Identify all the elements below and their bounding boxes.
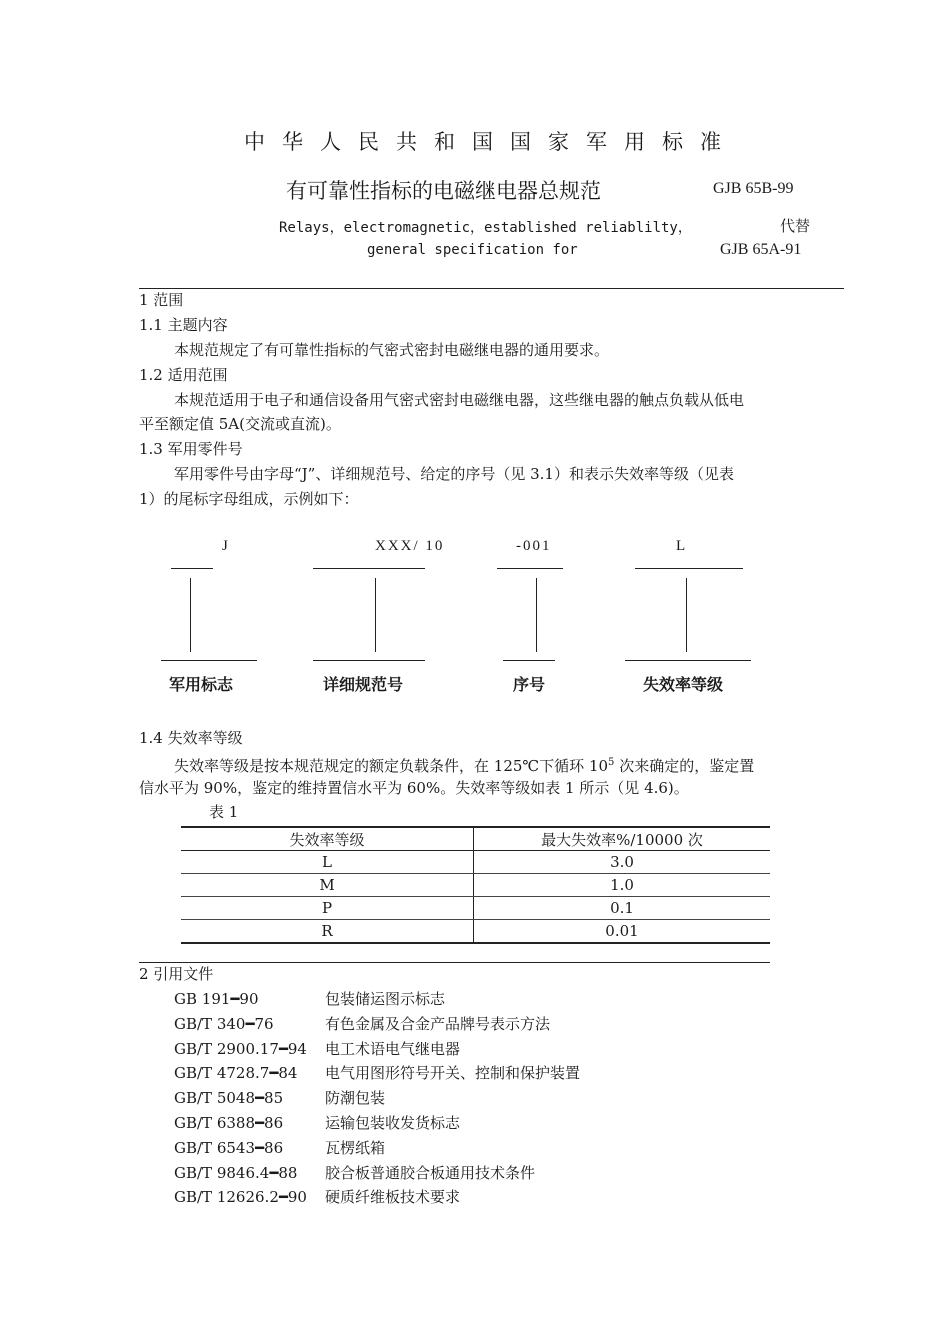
diagram-top-spec: XXX/ 10	[375, 538, 445, 554]
reference-name: 瓦楞纸箱	[325, 1139, 386, 1157]
reference-code: GB/T 9846.4━88	[174, 1164, 298, 1182]
table-row	[181, 874, 770, 897]
table-cell-rate: 0.1	[474, 897, 771, 920]
english-title-line1: Relays，electromagnetic，established reliablilty，	[279, 220, 692, 236]
document-code: GJB 65B-99	[713, 180, 794, 197]
section-1-4-text-line1-a: 失效率等级是按本规范规定的额定负载条件，在 125℃下循环 10	[174, 757, 609, 775]
section-1-4-heading: 1.4 失效率等级	[139, 729, 243, 747]
reference-name: 包装储运图示标志	[325, 990, 446, 1008]
diagram-lower-line-3	[503, 660, 555, 661]
diagram-label-military-mark: 军用标志	[169, 675, 234, 694]
diagram-label-detail-spec: 详细规范号	[323, 675, 404, 694]
section-1-3-text-line1: 军用零件号由字母“J”、详细规范号、给定的序号（见 3.1）和表示失效率等级（见表	[174, 465, 734, 483]
section-divider	[139, 962, 770, 963]
reference-name: 硬质纤维板技术要求	[325, 1188, 461, 1206]
diagram-upper-line-3	[497, 568, 563, 569]
section-1-4-text-line1-b: 次来确定的，鉴定置	[614, 757, 755, 775]
section-1-3-heading: 1.3 军用零件号	[139, 440, 243, 458]
section-2-heading: 2 引用文件	[139, 965, 214, 983]
failure-rate-table	[181, 826, 770, 944]
table-row	[181, 920, 770, 944]
reference-code: GB/T 12626.2━90	[174, 1188, 307, 1206]
reference-code: GB/T 6388━86	[174, 1114, 284, 1132]
diagram-upper-line-4	[635, 568, 743, 569]
diagram-upper-line-1	[171, 568, 213, 569]
reference-name: 运输包装收发货标志	[325, 1114, 461, 1132]
section-1-2-text-line1: 本规范适用于电子和通信设备用气密式密封电磁继电器，这些继电器的触点负载从低电	[174, 391, 745, 409]
section-1-1-heading: 1.1 主题内容	[139, 316, 228, 334]
section-1-4-text-line1	[174, 751, 754, 778]
reference-name: 电气用图形符号开关、控制和保护装置	[325, 1064, 581, 1082]
table-header-max-rate: 最大失效率%/10000 次	[474, 827, 771, 851]
reference-code: GB/T 5048━85	[174, 1089, 284, 1107]
header-divider	[139, 288, 844, 289]
reference-code: GB/T 340━76	[174, 1015, 274, 1033]
section-1-heading: 1 范围	[139, 291, 184, 309]
diagram-stem-4	[686, 578, 687, 652]
diagram-top-serial: -001	[516, 538, 552, 554]
diagram-lower-line-4	[625, 660, 751, 661]
table-cell-level: M	[181, 874, 474, 897]
diagram-top-rate: L	[676, 538, 688, 554]
diagram-lower-line-1	[161, 660, 257, 661]
reference-name: 防潮包装	[325, 1089, 386, 1107]
reference-name: 电工术语电气继电器	[325, 1040, 461, 1058]
table-header-level: 失效率等级	[181, 827, 474, 851]
section-1-1-text: 本规范规定了有可靠性指标的气密式密封电磁继电器的通用要求。	[174, 341, 610, 359]
replaces-code: GJB 65A-91	[720, 241, 802, 258]
replaces-label: 代替	[780, 217, 811, 235]
reference-name: 胶合板普通胶合板通用技术条件	[325, 1164, 536, 1182]
table-cell-rate: 3.0	[474, 851, 771, 874]
reference-code: GB 191━90	[174, 990, 259, 1008]
reference-code: GB/T 2900.17━94	[174, 1040, 307, 1058]
diagram-top-j: J	[222, 538, 230, 554]
reference-code: GB/T 6543━86	[174, 1139, 284, 1157]
english-title-line2: general specification for	[367, 242, 578, 258]
diagram-stem-1	[190, 578, 191, 652]
table-row	[181, 851, 770, 874]
reference-code: GB/T 4728.7━84	[174, 1064, 298, 1082]
table-row	[181, 897, 770, 920]
document-title: 有可靠性指标的电磁继电器总规范	[286, 179, 601, 203]
diagram-upper-line-2	[313, 568, 425, 569]
table-header-row	[181, 827, 770, 851]
table-cell-rate: 0.01	[474, 920, 771, 944]
diagram-label-serial: 序号	[513, 675, 546, 694]
diagram-label-failure-rate: 失效率等级	[643, 675, 724, 694]
table-cell-rate: 1.0	[474, 874, 771, 897]
diagram-stem-3	[536, 578, 537, 652]
exponent: 5	[608, 757, 615, 768]
standard-org-title: 中华人民共和国国家军用标准	[244, 130, 738, 154]
table-cell-level: P	[181, 897, 474, 920]
section-1-4-text-line2: 信水平为 90%，鉴定的维持置信水平为 60%。失效率等级如表 1 所示（见 4.6)。	[139, 779, 689, 797]
table-caption: 表 1	[209, 803, 239, 821]
section-1-3-text-line2: 1）的尾标字母组成，示例如下：	[139, 490, 359, 508]
table-cell-level: L	[181, 851, 474, 874]
diagram-stem-2	[375, 578, 376, 652]
section-1-2-text-line2: 平至额定值 5A(交流或直流)。	[139, 415, 341, 433]
diagram-lower-line-2	[313, 660, 425, 661]
section-1-2-heading: 1.2 适用范围	[139, 366, 228, 384]
table-cell-level: R	[181, 920, 474, 944]
reference-name: 有色金属及合金产品牌号表示方法	[325, 1015, 551, 1033]
